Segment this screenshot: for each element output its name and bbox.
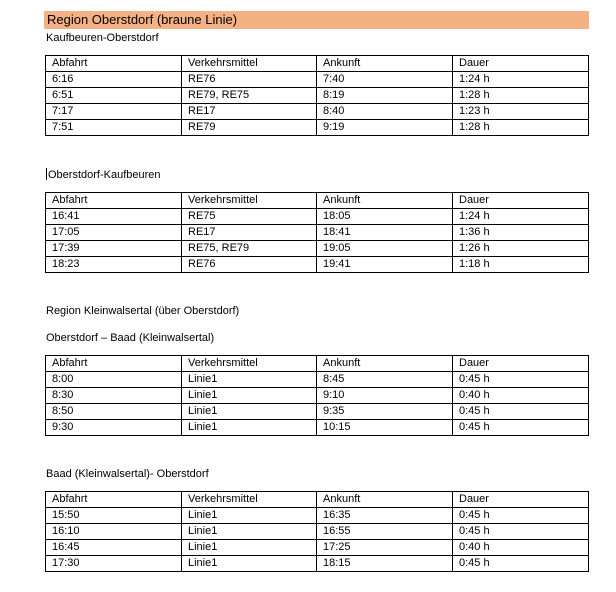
column-header: Ankunft (317, 492, 453, 508)
cell-duration: 1:28 h (453, 120, 589, 136)
table-header-row (46, 356, 589, 372)
table-row (46, 388, 589, 404)
schedule-table (45, 55, 589, 136)
table-row (46, 104, 589, 120)
cell-departure: 15:50 (46, 508, 182, 524)
region-title: Region Oberstdorf (braune Linie) (44, 11, 589, 29)
cell-arrival: 8:40 (317, 104, 453, 120)
cell-arrival: 16:55 (317, 524, 453, 540)
cell-transport: Linie1 (182, 524, 317, 540)
table-row (46, 372, 589, 388)
section-heading: Baad (Kleinwalsertal)- Oberstdorf (46, 468, 209, 480)
table-row (46, 524, 589, 540)
table-row (46, 508, 589, 524)
cell-transport: Linie1 (182, 404, 317, 420)
schedule-table (45, 355, 589, 436)
cell-duration: 1:26 h (453, 241, 589, 257)
cell-arrival: 10:15 (317, 420, 453, 436)
cell-arrival: 8:19 (317, 88, 453, 104)
cell-duration: 0:45 h (453, 420, 589, 436)
cell-duration: 1:24 h (453, 72, 589, 88)
cell-transport: RE17 (182, 104, 317, 120)
cell-departure: 16:10 (46, 524, 182, 540)
table-row (46, 540, 589, 556)
cell-duration: 0:45 h (453, 372, 589, 388)
cell-arrival: 9:35 (317, 404, 453, 420)
cell-duration: 0:40 h (453, 540, 589, 556)
cell-departure: 7:17 (46, 104, 182, 120)
cell-duration: 0:40 h (453, 388, 589, 404)
column-header: Abfahrt (46, 492, 182, 508)
column-header: Dauer (453, 356, 589, 372)
table-row (46, 257, 589, 273)
cell-transport: RE75, RE79 (182, 241, 317, 257)
cell-departure: 16:45 (46, 540, 182, 556)
schedule-table (45, 192, 589, 273)
cell-arrival: 19:05 (317, 241, 453, 257)
column-header: Abfahrt (46, 56, 182, 72)
cell-transport: Linie1 (182, 420, 317, 436)
cell-duration: 1:28 h (453, 88, 589, 104)
table-row (46, 88, 589, 104)
cell-duration: 1:36 h (453, 225, 589, 241)
cell-transport: RE76 (182, 72, 317, 88)
cell-duration: 0:45 h (453, 524, 589, 540)
cell-duration: 1:18 h (453, 257, 589, 273)
cell-departure: 17:05 (46, 225, 182, 241)
table-row (46, 72, 589, 88)
cell-transport: Linie1 (182, 372, 317, 388)
cell-transport: RE76 (182, 257, 317, 273)
cell-departure: 17:39 (46, 241, 182, 257)
table-row (46, 120, 589, 136)
cell-transport: RE79 (182, 120, 317, 136)
cell-departure: 8:30 (46, 388, 182, 404)
cell-departure: 7:51 (46, 120, 182, 136)
cell-arrival: 8:45 (317, 372, 453, 388)
column-header: Dauer (453, 492, 589, 508)
cell-transport: RE17 (182, 225, 317, 241)
section-heading: Oberstdorf – Baad (Kleinwalsertal) (46, 332, 215, 344)
column-header: Ankunft (317, 356, 453, 372)
schedule-table (45, 491, 589, 572)
cell-arrival: 19:41 (317, 257, 453, 273)
cell-duration: 0:45 h (453, 404, 589, 420)
cell-transport: RE75 (182, 209, 317, 225)
table-row (46, 420, 589, 436)
column-header: Abfahrt (46, 356, 182, 372)
cell-departure: 17:30 (46, 556, 182, 572)
cell-duration: 0:45 h (453, 508, 589, 524)
column-header: Dauer (453, 56, 589, 72)
table-row (46, 225, 589, 241)
column-header: Verkehrsmittel (182, 56, 317, 72)
cell-departure: 8:50 (46, 404, 182, 420)
cell-duration: 1:23 h (453, 104, 589, 120)
cell-transport: Linie1 (182, 556, 317, 572)
cell-arrival: 9:10 (317, 388, 453, 404)
subregion-title: Region Kleinwalsertal (über Oberstdorf) (46, 305, 240, 317)
cell-arrival: 16:35 (317, 508, 453, 524)
cell-arrival: 9:19 (317, 120, 453, 136)
text-cursor (46, 168, 47, 180)
cell-arrival: 17:25 (317, 540, 453, 556)
column-header: Abfahrt (46, 193, 182, 209)
table-row (46, 404, 589, 420)
cell-transport: Linie1 (182, 508, 317, 524)
cell-departure: 6:51 (46, 88, 182, 104)
table-header-row (46, 492, 589, 508)
cell-duration: 1:24 h (453, 209, 589, 225)
section-heading: Kaufbeuren-Oberstdorf (46, 32, 159, 44)
cell-arrival: 7:40 (317, 72, 453, 88)
table-header-row (46, 193, 589, 209)
cell-transport: Linie1 (182, 540, 317, 556)
cell-transport: RE79, RE75 (182, 88, 317, 104)
column-header: Dauer (453, 193, 589, 209)
column-header: Verkehrsmittel (182, 193, 317, 209)
column-header: Verkehrsmittel (182, 356, 317, 372)
column-header: Verkehrsmittel (182, 492, 317, 508)
cell-arrival: 18:41 (317, 225, 453, 241)
column-header: Ankunft (317, 56, 453, 72)
section-heading-text: Oberstdorf-Kaufbeuren (48, 169, 161, 181)
cell-departure: 6:16 (46, 72, 182, 88)
cell-departure: 8:00 (46, 372, 182, 388)
cell-departure: 18:23 (46, 257, 182, 273)
table-header-row (46, 56, 589, 72)
cell-arrival: 18:15 (317, 556, 453, 572)
table-row (46, 241, 589, 257)
cell-departure: 9:30 (46, 420, 182, 436)
cell-arrival: 18:05 (317, 209, 453, 225)
column-header: Ankunft (317, 193, 453, 209)
cell-transport: Linie1 (182, 388, 317, 404)
table-row (46, 556, 589, 572)
cell-duration: 0:45 h (453, 556, 589, 572)
table-row (46, 209, 589, 225)
section-heading (46, 168, 161, 182)
cell-departure: 16:41 (46, 209, 182, 225)
